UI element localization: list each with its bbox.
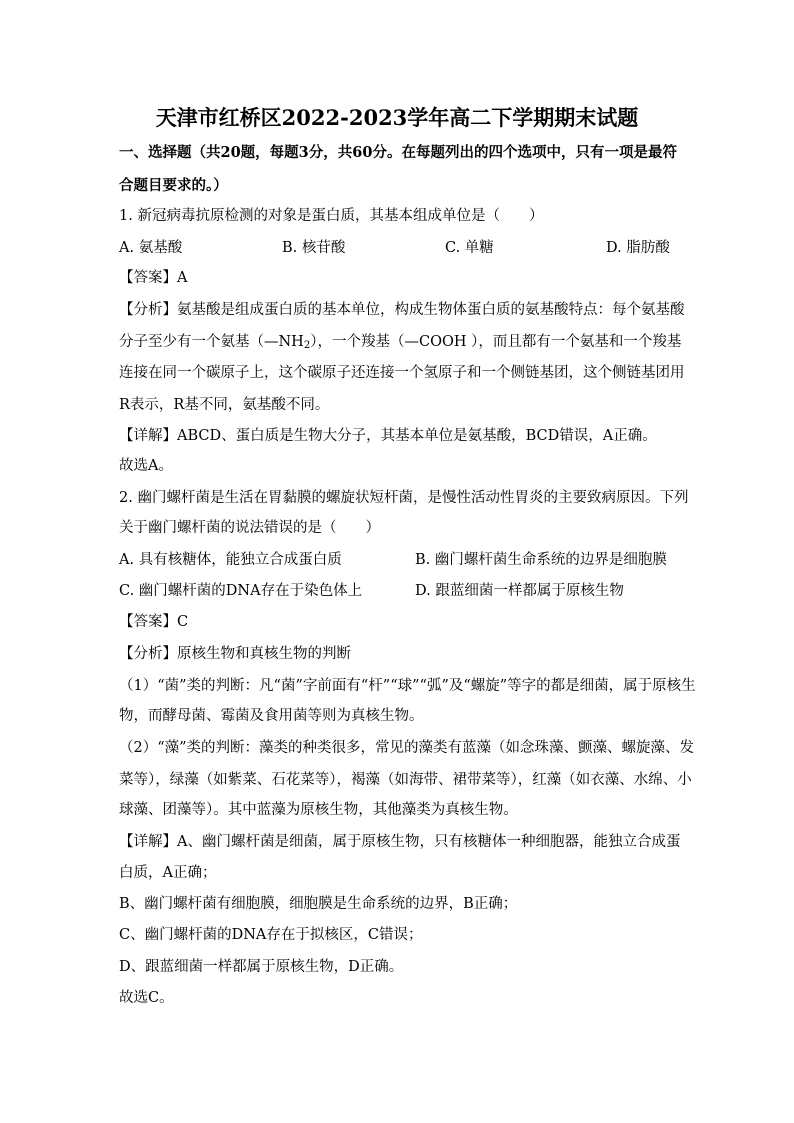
- q2-analysis-line-6: 球藻、团藻等）。其中蓝藻为原核生物，其他藻类为真核生物。: [119, 802, 518, 818]
- q1-detail-line-1: 【详解】ABCD、蛋白质是生物大分子，其基本单位是氨基酸，BCD错误，A正确。: [119, 428, 657, 444]
- q2-detail-line-1: 【详解】A、幽门螺杆菌是细菌，属于原核生物，只有核糖体一种细胞器，能独立合成蛋: [119, 834, 681, 850]
- q2-detail-line-3: B、幽门螺杆菌有细胞膜，细胞膜是生命系统的边界，B正确；: [119, 896, 518, 912]
- q1-option-a: A. 氨基酸: [119, 240, 183, 256]
- q2-option-b: B. 幽门螺杆菌生命系统的边界是细胞膜: [415, 552, 667, 568]
- q1-stem: 1. 新冠病毒抗原检测的对象是蛋白质，其基本组成单位是（ ）: [119, 208, 544, 224]
- q1-option-c: C. 单糖: [445, 240, 494, 256]
- q2-stem-line-2: 关于幽门螺杆菌的说法错误的是（ ）: [119, 520, 380, 536]
- q2-analysis-line-2: （1）“菌”类的判断：凡“菌”字前面有“杆”“球”“弧”及“螺旋”等字的都是细菌，属于原核生: [119, 678, 696, 694]
- section-heading-line-2: 合题目要求的。）: [119, 177, 228, 194]
- page-title: 天津市红桥区2022-2023学年高二下学期期末试题: [155, 105, 639, 130]
- q2-analysis-line-1: 【分析】原核生物和真核生物的判断: [119, 646, 351, 662]
- q1-analysis-line-2: 分子至少有一个氨基$(—NH_2)$，一个羧基（—COOH ），而且都有一个氨基和一个羧基: [119, 334, 682, 351]
- q1-answer: 【答案】A: [119, 270, 188, 286]
- q1-analysis-line-4: R表示，R基不同，氨基酸不同。: [119, 397, 330, 413]
- q2-detail-line-6: 故选C。: [119, 990, 174, 1006]
- q2-stem-line-1: 2. 幽门螺杆菌是生活在胃黏膜的螺旋状短杆菌，是慢性活动性胃炎的主要致病原因。下列: [119, 490, 689, 506]
- q1-analysis-line-1: 【分析】氨基酸是组成蛋白质的基本单位，构成生物体蛋白质的氨基酸特点：每个氨基酸: [119, 302, 685, 318]
- q1-detail-line-2: 故选A。: [119, 458, 173, 474]
- section-heading-line-1: 一、选择题（共20题，每题3分，共60分。在每题列出的四个选项中，只有一项是最符: [119, 144, 677, 161]
- q2-analysis-line-3: 物，而酵母菌、霉菌及食用菌等则为真核生物。: [119, 708, 424, 724]
- q2-analysis-line-5: 菜等），绿藻（如紫菜、石花菜等），褐藻（如海带、裙带菜等），红藻（如衣藻、水绵、小: [119, 772, 692, 788]
- q2-detail-line-2: 白质，A正确；: [119, 865, 217, 881]
- q1-analysis-line-3: 连接在同一个碳原子上，这个碳原子还连接一个氢原子和一个侧链基团，这个侧链基团用: [119, 365, 685, 381]
- q1-option-b: B. 核苷酸: [282, 240, 346, 256]
- q2-option-c: C. 幽门螺杆菌的DNA存在于染色体上: [119, 583, 363, 599]
- q2-option-a: A. 具有核糖体，能独立合成蛋白质: [119, 552, 342, 568]
- q2-option-d: D. 跟蓝细菌一样都属于原核生物: [415, 583, 624, 599]
- q2-analysis-line-4: （2）“藻”类的判断：藻类的种类很多，常见的藻类有蓝藻（如念珠藻、颤藻、螺旋藻、发: [119, 740, 695, 756]
- q2-detail-line-4: C、幽门螺杆菌的DNA存在于拟核区，C错误；: [119, 927, 423, 943]
- q2-answer: 【答案】C: [119, 614, 189, 630]
- q1-option-d: D. 脂肪酸: [606, 240, 670, 256]
- q2-detail-line-5: D、跟蓝细菌一样都属于原核生物，D正确。: [119, 959, 404, 975]
